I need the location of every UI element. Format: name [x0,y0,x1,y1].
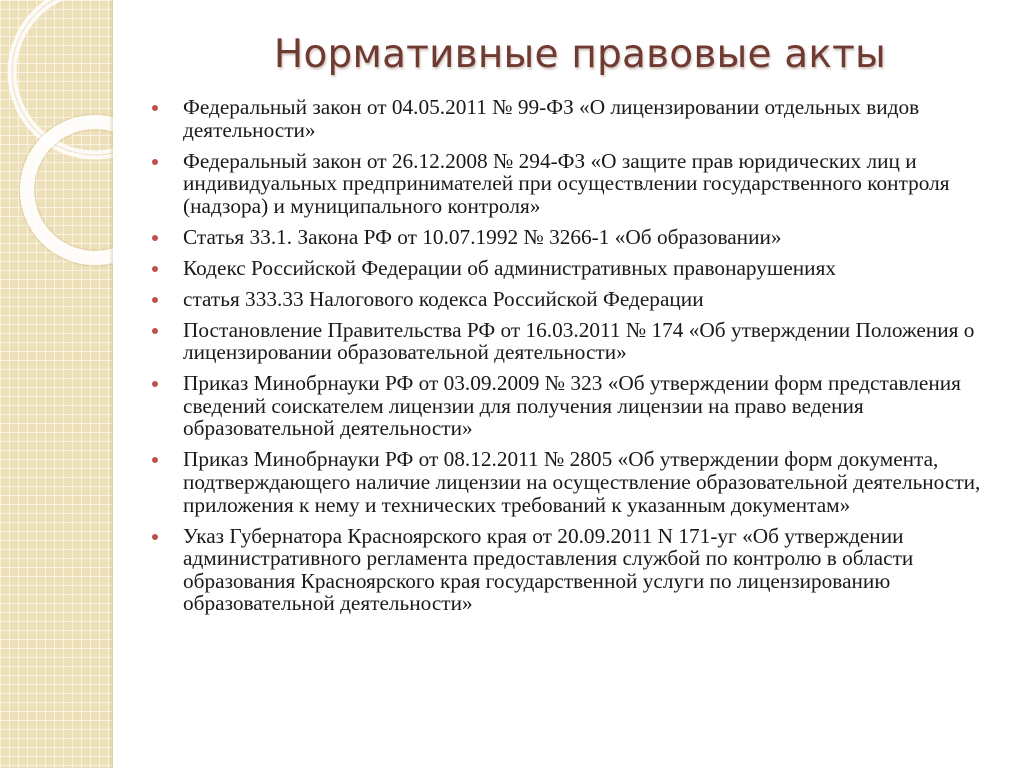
list-item [152,448,997,516]
list-item-text: Федеральный закон от 04.05.2011 № 99-ФЗ «О лицензировании отдельных видов деятельности» [183,95,920,142]
bullet-dot-icon [152,297,158,303]
list-item [152,319,997,364]
legal-acts-list [152,96,997,623]
list-item-text: Федеральный закон от 26.12.2008 № 294-ФЗ «О защите прав юридических лиц и индивидуальных предпринимателей при осуществлении государственного контроля (надзора) и муниципального контроля» [183,148,950,218]
bullet-dot-icon [152,457,158,463]
list-item [152,226,997,249]
list-item [152,96,997,141]
bullet-dot-icon [152,328,158,334]
decorative-side-strip [0,0,113,768]
slide-title: Нормативные правовые акты [273,32,887,77]
bullet-dot-icon [152,105,158,111]
list-item-text: Приказ Минобрнауки РФ от 08.12.2011 № 2805 «Об утверждении форм документа, подтверждающего наличие лицензии на осуществление образовательной деятельности, приложения к нему и технических требований к указанным документам» [183,447,981,517]
list-item-text: Приказ Минобрнауки РФ от 03.09.2009 № 323 «Об утверждении форм представления сведений соискателем лицензии для получения лицензии на право ведения образовательной деятельности» [183,371,961,441]
list-item [152,372,997,440]
bullet-dot-icon [152,159,158,165]
list-item [152,150,997,218]
list-item-text: Статья 33.1. Закона РФ от 10.07.1992 № 3266-1 «Об образовании» [183,224,782,249]
bullet-dot-icon [152,381,158,387]
list-item [152,257,997,280]
list-item [152,525,997,615]
list-item [152,288,997,311]
bullet-dot-icon [152,534,158,540]
list-item-text: Кодекс Российской Федерации об административных правонарушениях [183,255,837,280]
decorative-circles [0,0,113,768]
list-item-text: Постановление Правительства РФ от 16.03.2011 № 174 «Об утверждении Положения о лицензировании образовательной деятельности» [183,317,975,365]
list-item-text: Указ Губернатора Красноярского края от 20.09.2011 N 171-уг «Об утверждении административного регламента предоставления службой по контролю в области образования Красноярского края государственной услуги по лицензированию образовательной деятельности» [183,523,914,616]
bullet-dot-icon [152,266,158,272]
bullet-dot-icon [152,235,158,241]
list-item-text: статья 333.33 Налогового кодекса Российской Федерации [183,286,704,311]
